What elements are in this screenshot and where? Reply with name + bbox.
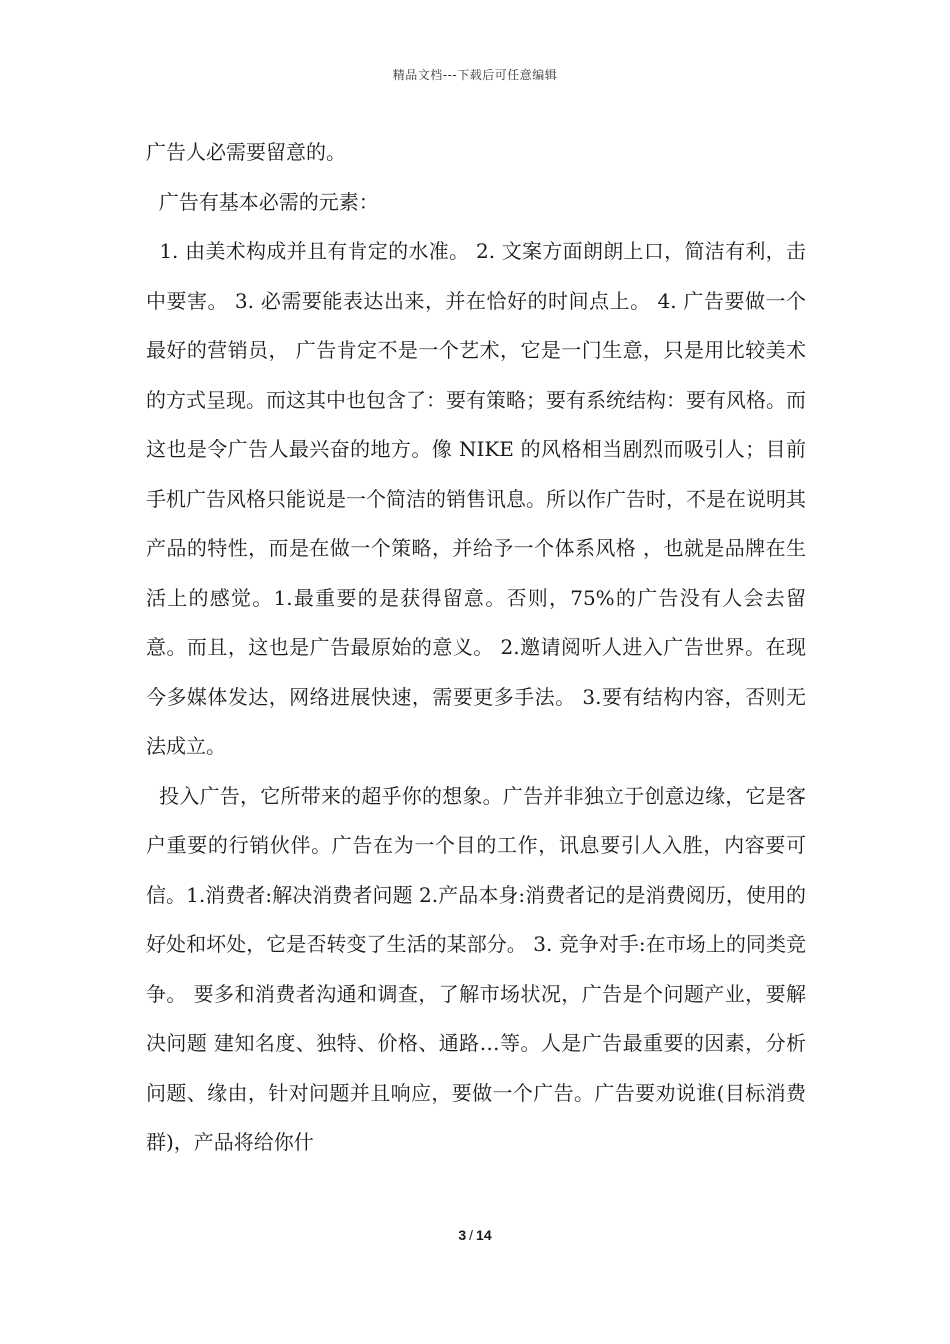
current-page-number: 3 <box>458 1227 467 1243</box>
page-number <box>0 1227 950 1243</box>
page-number-separator: / <box>469 1227 474 1243</box>
paragraph-3: 1. 由美术构成并且有肯定的水准。 2. 文案方面朗朗上口，简洁有利，击中要害。 3. 必需要能表达出来，并在恰好的时间点上。 4. 广告要做一个最好的营销员， 广告肯定不是一个艺术，它是一门生意，只是用比较美术的方式呈现。而这其中也包含了：要有策略；要有系统结构：要有风格。而这也是令广告人最兴奋的地方。像 NIKE 的风格相当剧烈而吸引人；目前手机广告风格只能说是一个简洁的销售讯息。所以作广告时，不是在说明其产品的特性，而是在做一个策略，并给予一个体系风格 ，也就是品牌在生活上的感觉。1.最重要的是获得留意。否则，75%的广告没有人会去留意。而且，这也是广告最原始的意义。 2.邀请阅听人进入广告世界。在现今多媒体发达，网络进展快速，需要更多手法。 3.要有结构内容，否则无法成立。 <box>146 239 806 758</box>
total-page-count: 14 <box>476 1227 492 1243</box>
paragraph-2: 广告有基本必需的元素： <box>146 189 379 214</box>
document-body <box>146 128 806 1168</box>
paragraph-4: 投入广告，它所带来的超乎你的想象。广告并非独立于创意边缘，它是客户重要的行销伙伴。广告在为一个目的工作，讯息要引人入胜，内容要可信。1.消费者:解决消费者问题 2.产品本身:消费者记的是消费阅历，使用的好处和坏处，它是否转变了生活的某部分。 3. 竞争对手:在市场上的同类竞争。 要多和消费者沟通和调查，了解市场状况，广告是个问题产业，要解决问题 建知名度、独特、价格、通路…等。人是广告最重要的因素，分析问题、缘由，针对问题并且响应，要做一个广告。广告要劝说谁(目标消费群)，产品将给你什 <box>146 783 806 1154</box>
page-header: 精品文档---下载后可任意编辑 <box>392 68 558 82</box>
paragraph-1: 广告人必需要留意的。 <box>146 140 346 164</box>
